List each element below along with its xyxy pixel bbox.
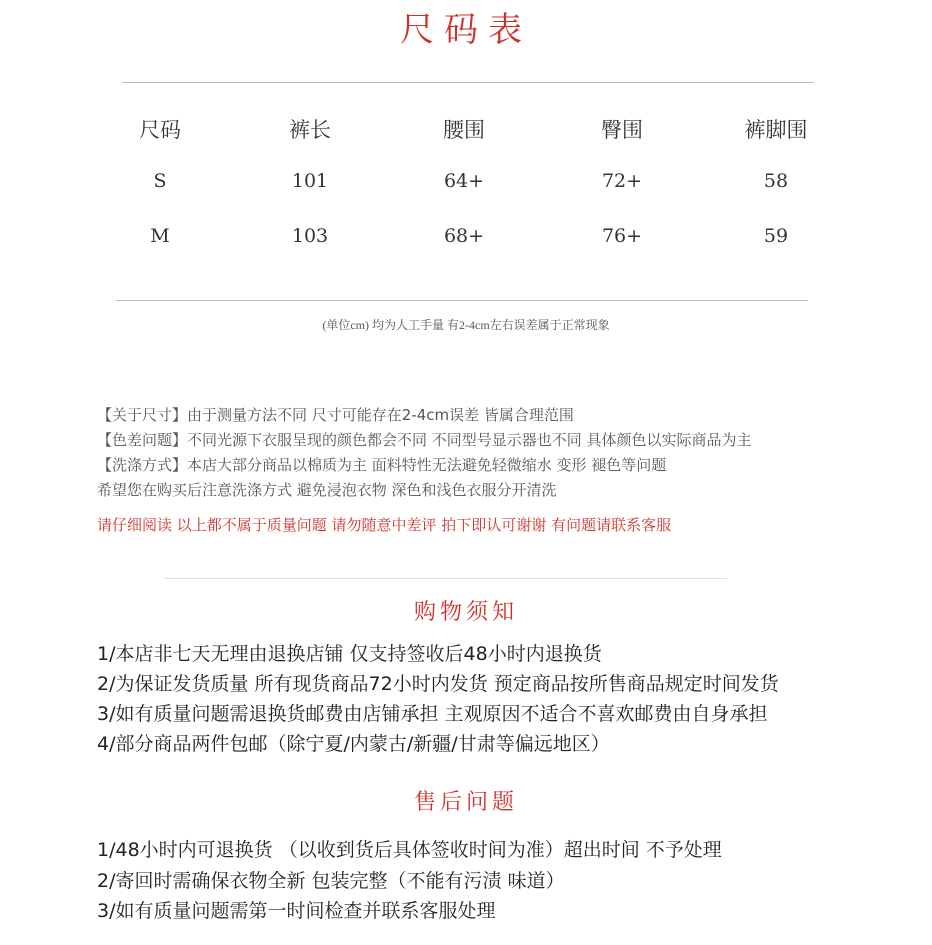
table-cell: 68+ <box>443 225 485 247</box>
page-title: 尺码表 <box>400 10 532 50</box>
shopping-line: 2/为保证发货质量 所有现货商品72小时内发货 预定商品按所售商品规定时间发货 <box>97 673 779 695</box>
warning-text: 请仔细阅读 以上都不属于质量问题 请勿随意中差评 拍下即认可谢谢 有问题请联系客服 <box>97 516 672 534</box>
info-wash: 【洗涤方式】本店大部分商品以棉质为主 面料特性无法避免轻微缩水 变形 褪色等问题 <box>97 456 667 474</box>
aftersale-line: 1/48小时内可退换货 （以收到货后具体签收时间为准）超出时间 不予处理 <box>97 839 722 861</box>
shopping-title: 购物须知 <box>413 600 518 625</box>
table-cell: 72+ <box>601 170 643 192</box>
table-header: 尺码 <box>139 118 181 142</box>
table-header: 裤脚围 <box>744 118 808 142</box>
divider <box>116 300 808 301</box>
table-cell: S <box>153 170 167 192</box>
info-size: 【关于尺寸】由于测量方法不同 尺寸可能存在2-4cm误差 皆属合理范围 <box>97 406 574 424</box>
shopping-line: 4/部分商品两件包邮（除宁夏/内蒙古/新疆/甘肃等偏远地区） <box>97 733 610 755</box>
table-cell: 101 <box>291 170 329 192</box>
table-header: 臀围 <box>601 118 643 142</box>
aftersale-line: 3/如有质量问题需第一时间检查并联系客服处理 <box>97 900 496 922</box>
divider <box>165 578 727 579</box>
unit-note: (单位cm) 均为人工手量 有2-4cm左右误差属于正常现象 <box>322 318 610 332</box>
table-cell: 76+ <box>601 225 643 247</box>
table-header: 裤长 <box>289 118 331 142</box>
aftersale-title: 售后问题 <box>413 790 518 815</box>
table-cell: 103 <box>291 225 329 247</box>
shopping-line: 1/本店非七天无理由退换店铺 仅支持签收后48小时内退换货 <box>97 643 602 665</box>
divider <box>122 82 814 83</box>
aftersale-line: 2/寄回时需确保衣物全新 包装完整（不能有污渍 味道） <box>97 870 565 892</box>
info-color: 【色差问题】不同光源下衣服呈现的颜色都会不同 不同型号显示器也不同 具体颜色以实际商品为主 <box>97 431 752 449</box>
table-cell: M <box>150 225 170 247</box>
table-cell: 64+ <box>443 170 485 192</box>
table-cell: 58 <box>763 170 789 192</box>
table-cell: 59 <box>763 225 789 247</box>
shopping-line: 3/如有质量问题需退换货邮费由店铺承担 主观原因不适合不喜欢邮费由自身承担 <box>97 703 768 725</box>
table-header: 腰围 <box>443 118 485 142</box>
info-advice: 希望您在购买后注意洗涤方式 避免浸泡衣物 深色和浅色衣服分开清洗 <box>97 481 557 499</box>
